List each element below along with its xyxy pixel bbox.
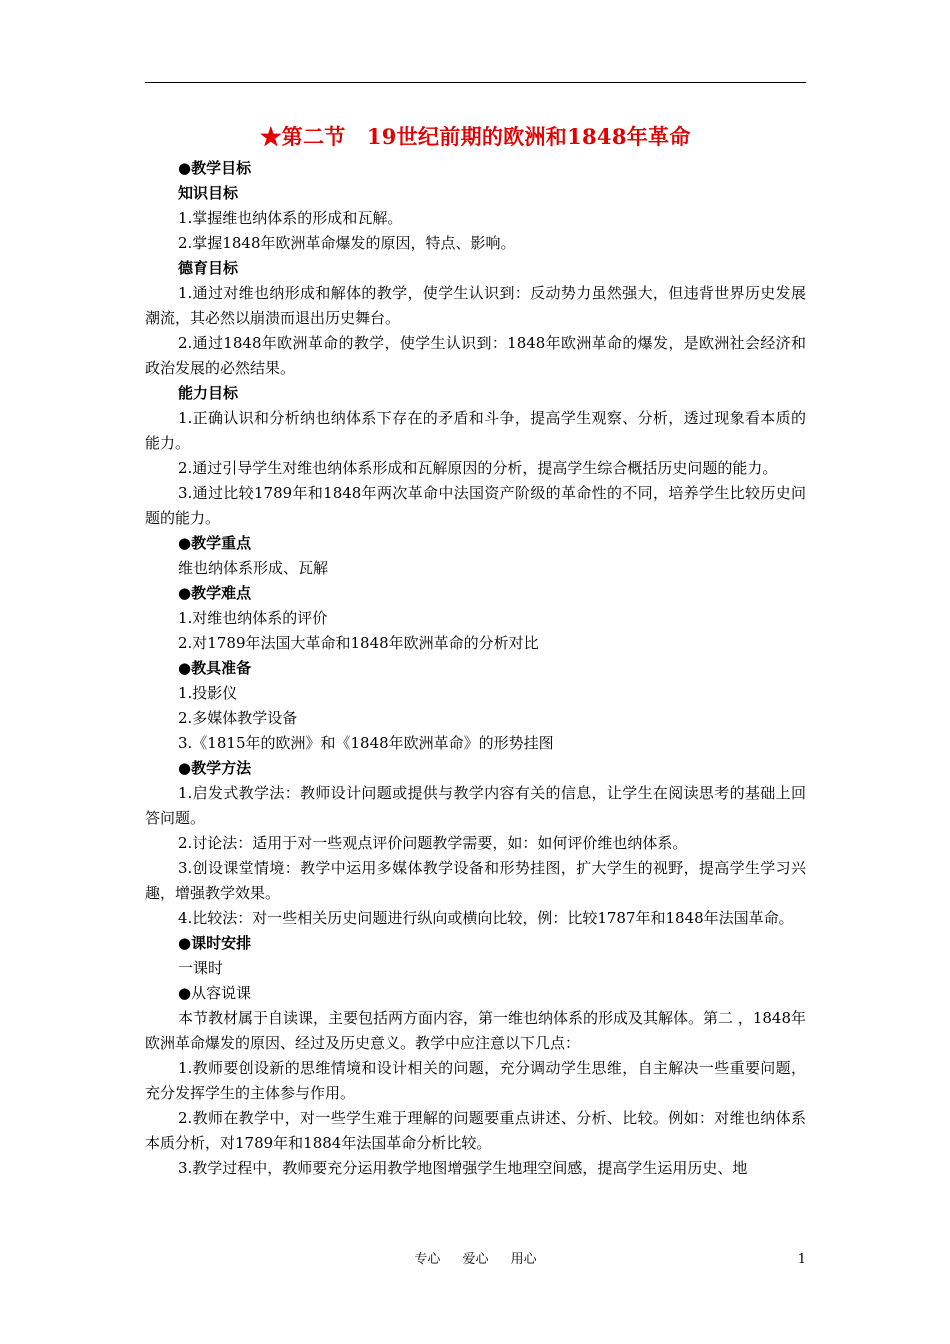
text-line: 2.讨论法：适用于对一些观点评价问题教学需要，如：如何评价维也纳体系。 (178, 834, 688, 852)
text-line: 维也纳体系形成、瓦解 (178, 559, 329, 577)
paragraph: 1.通过对维也纳形成和解体的教学，使学生认识到：反动势力虽然强大，但违背世界历史发展潮流，其必然以崩溃而退出历史舞台。 (145, 284, 806, 327)
section-heading: ●课时安排 (178, 934, 252, 952)
section-heading: ●教学重点 (178, 534, 252, 552)
paragraph: 1.教师要创设新的思维情境和设计相关的问题，充分调动学生思维，自主解决一些重要问题，充分发挥学生的主体参与作用。 (145, 1059, 806, 1102)
paragraph: 2.教师在教学中，对一些学生难于理解的问题要重点讲述、分析、比较。例如：对维也纳体系本质分析，对1789年和1884年法国革命分析比较。 (145, 1109, 806, 1152)
text-line: 2.多媒体教学设备 (178, 709, 298, 727)
text-line: 1.对维也纳体系的评价 (178, 609, 328, 627)
paragraph: 3.教学过程中，教师要充分运用教学地图增强学生地理空间感，提高学生运用历史、地 (178, 1159, 748, 1177)
subsection-heading: 知识目标 (178, 184, 239, 202)
section-heading: ●教学难点 (178, 584, 252, 602)
footer-motto: 专心 爱心 用心 (414, 1252, 537, 1267)
document-body (145, 118, 806, 1181)
page-title: ★第二节 19世纪前期的欧洲和1848年革命 (260, 124, 691, 149)
paragraph: 1.正确认识和分析纳也纳体系下存在的矛盾和斗争，提高学生观察、分析，透过现象看本质的能力。 (145, 409, 806, 452)
paragraph: 4.比较法：对一些相关历史问题进行纵向或横向比较，例：比较1787年和1848年法国革命。 (178, 909, 794, 927)
document-lines (145, 156, 806, 1181)
section-heading: ●教学方法 (178, 759, 252, 777)
text-line: 3.《1815年的欧洲》和《1848年欧洲革命》的形势挂图 (178, 734, 554, 752)
text-line: 一课时 (178, 959, 224, 977)
subsection-heading: 能力目标 (178, 384, 239, 402)
page-number: 1 (797, 1252, 806, 1267)
section-heading: ●教学目标 (178, 159, 252, 177)
text-line: 2.掌握1848年欧洲革命爆发的原因，特点、影响。 (178, 234, 516, 252)
paragraph: 2.通过引导学生对维也纳体系形成和瓦解原因的分析，提高学生综合概括历史问题的能力。 (178, 459, 778, 477)
section-heading: ●教具准备 (178, 659, 252, 677)
paragraph: 3.通过比较1789年和1848年两次革命中法国资产阶级的革命性的不同，培养学生比较历史问题的能力。 (145, 484, 806, 527)
paragraph: 1.启发式教学法：教师设计问题或提供与教学内容有关的信息，让学生在阅读思考的基础上回答问题。 (145, 784, 806, 827)
text-line: ●从容说课 (178, 984, 252, 1002)
page-footer (145, 1248, 806, 1272)
header-rule (145, 82, 806, 83)
paragraph: 3.创设课堂情境：教学中运用多媒体教学设备和形势挂图，扩大学生的视野，提高学生学习兴趣，增强教学效果。 (145, 859, 806, 902)
paragraph: 本节教材属于自读课，主要包括两方面内容，第一维也纳体系的形成及其解体。第二 ，1848年欧洲革命爆发的原因、经过及历史意义。教学中应注意以下几点： (145, 1009, 806, 1052)
text-line: 2.对1789年法国大革命和1848年欧洲革命的分析对比 (178, 634, 539, 652)
paragraph: 2.通过1848年欧洲革命的教学，使学生认识到：1848年欧洲革命的爆发，是欧洲社会经济和政治发展的必然结果。 (145, 334, 806, 377)
subsection-heading: 德育目标 (178, 259, 239, 277)
text-line: 1.投影仪 (178, 684, 238, 702)
text-line: 1.掌握维也纳体系的形成和瓦解。 (178, 209, 403, 227)
